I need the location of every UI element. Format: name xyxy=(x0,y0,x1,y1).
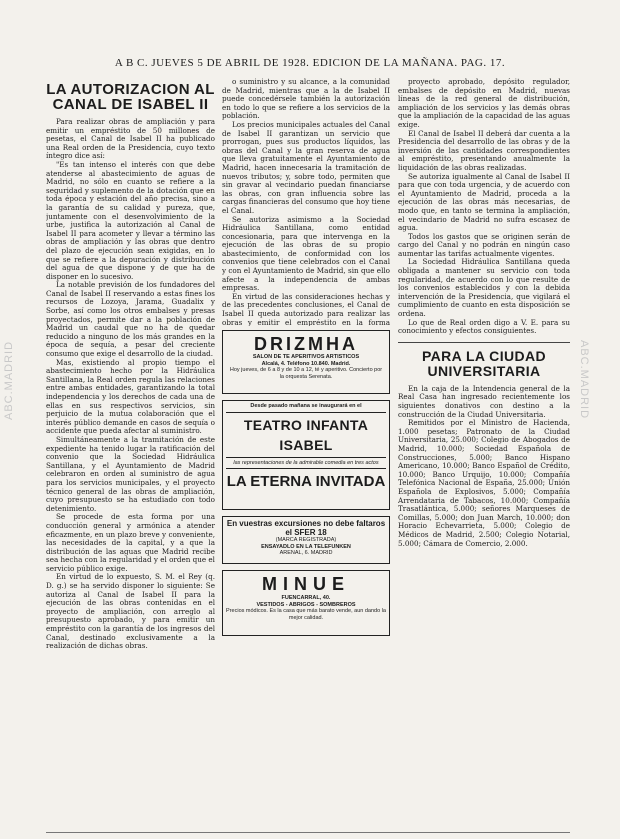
watermark-right: ABC.MADRID xyxy=(578,340,590,420)
column-1 xyxy=(46,78,215,833)
watermark-left: ABC.MADRID xyxy=(3,340,15,420)
ad-top: Desde pasado mañana se inaugurará en el xyxy=(250,403,362,409)
ad-title: MINUE xyxy=(262,574,350,594)
paragraph: En virtud de las consideraciones hechas y de las precedentes conclusiones, el Canal de Isabel II queda autorizado para realizar las obras y emitir el empréstito en la forma xyxy=(222,291,390,326)
headline-line-1: PARA LA CIUDAD xyxy=(421,347,547,364)
ad-line: Alcalá, 4. Teléfono 10.840. Madrid. xyxy=(261,360,351,367)
ad-sfer xyxy=(222,516,390,564)
advertisements xyxy=(222,330,390,642)
ad-middle: las representaciones de la admirable comedia en tres actos xyxy=(233,459,379,466)
ad-subtitle: SALON DE TE APERITIVOS ARTISTICOS xyxy=(252,354,360,360)
ad-drizmha xyxy=(222,330,390,394)
ad-teatro xyxy=(222,400,390,510)
paragraph: El Canal de Isabel II deberá dar cuenta a la Presidencia del desarrollo de las obras y de la inversión de las cantidades correspondientes al empréstito, presentando anualmente la liquidación de las obras realizadas. xyxy=(398,128,570,172)
headline-line-2: CANAL DE ISABEL II xyxy=(52,96,209,113)
ad-address: FUENCARRAL, 40. xyxy=(281,595,331,601)
section-divider xyxy=(398,342,570,343)
paragraph: Se autoriza igualmente al Canal de Isabel II para que con toda urgencia, y de acuerdo con el Ayuntamiento de Madrid, proceda a la ejecución de las obras más necesarias, de modo que, en tanto se termina la ampliación, el vecindario de Madrid no sufra escasez de agua. xyxy=(398,171,570,233)
ad-title: TEATRO INFANTA ISABEL xyxy=(243,416,369,453)
ad-line: ENSAYADLO EN LA TELEFUNKEN xyxy=(261,543,351,550)
paragraph: Mas, existiendo al propio tiempo el abastecimiento hecho por la Hidráulica Santillana, la Real orden regula las relaciones entre ambas entidades, garantizando la total independencia y los derechos de cada una de ellas en sus respectivos servicios, sin perjuicio de la mutua colaboración que el interés público demande en casos de sequía o accidente que pueda afectar al suministro. xyxy=(46,357,215,436)
divider xyxy=(226,468,386,469)
ad-line: (MARCA REGISTRADA) xyxy=(275,537,337,543)
paragraph: o suministro y su alcance, a la comunidad de Madrid, mientras que a la de Isabel II puede concedérsele también la autorización en todo lo que se refiere a los servicios de la población. xyxy=(222,78,390,121)
paragraph: Simultáneamente a la tramitación de este expediente ha tenido lugar la ratificación del convenio que la Sociedad Hidráulica Santillana, y el Ayuntamiento de Madrid celebraron en orden al suministro de agua para los servicios municipales, y el proyecto técnico general de las obras de ampliación, cuyo presupuesto se ha estudiado con todo detenimiento. xyxy=(46,434,215,513)
paragraph: Los precios municipales actuales del Canal de Isabel II garantizan un servicio que prorrogan, pues sus productos líquidos, las obras del Canal y la gran reserva de agua que lleva gratuitamente el Ayuntamiento de Madrid, hacen innecesaria la tramitación de nuevos tributos; y, sobre todo, permiten que sin gravar al vecindario puedan financiarse las obras, con gran influencia sobre las cargas financieras del consumo que hoy tiene el Canal. xyxy=(222,119,390,215)
paragraph: Lo que de Real orden digo a V. E. para su conocimiento y efectos consiguientes. xyxy=(398,317,570,336)
headline-line-2: UNIVERSITARIA xyxy=(427,362,541,379)
paragraph: La Sociedad Hidráulica Santillana queda obligada a mantener su servicio con toda regularidad, de acuerdo con lo que resulte de los convenios establecidos y con la debida intervención de la Presidencia, que vigilará el cumplimiento de cuanto en esta disposición se ordena. xyxy=(398,257,570,319)
ad-title: DRIZMHA xyxy=(254,334,358,354)
ad-line: Precios módicos. Es la casa que más barato vende, aun dando la mejor calidad. xyxy=(226,608,386,621)
paragraph: Para realizar obras de ampliación y para emitir un empréstito de 50 millones de pesetas, el Canal de Isabel II ha publicado una Real orden de la Presidencia, cuyo texto íntegro dice así: xyxy=(46,117,215,161)
paragraph: La notable previsión de los fundadores del Canal de Isabel II reservando a estas fines los recursos de Lozoya, Jarama, Guadalix y Sorbe, así como los otros embalses y presas proyectados, permite dar a la población de Madrid un caudal que no ha de quedar reducido a ninguno de los más grandes en la época de sequía, a pesar del creciente consumo que exige el desarrollo de la ciudad. xyxy=(46,280,215,359)
divider xyxy=(226,457,386,458)
paragraph: Remitidos por el Ministro de Hacienda, 1.000 pesetas; Patronato de la Ciudad Universitaria, 25.000; Colegio de Abogados de Madrid, 10.000; Sociedad Española de Construcciones, 5.000; Banco Hispano Americano, 10.000; Banco Español de Crédito, 10.000; Banco Urquijo, 10.000; Compañía Telefónica Nacional de España, 25.000; Unión Española de Explosivos, 5.000; Compañía Arrendataria de Tabacos, 10.000; Compañía Trasatlántica, 5.000; señores Marqueses de Comillas, 5.000; don Juan March, 10.000; don Horacio Echevarrieta, 5.000; Colegio de Médicos de Madrid, 2.500; Colegio Notarial, 5.000; Cámara de Comercio, 2.000. xyxy=(398,418,570,548)
paragraph: En virtud de lo expuesto, S. M. el Rey (q. D. g.) se ha servido disponer lo siguiente: Se autoriza al Canal de Isabel II para la ejecución de las obras contenidas en el proyecto de ampliación, con arreglo al presupuesto aprobado, y para emitir un empréstito con la garantía de los ingresos del Canal, destinado exclusivamente a la realización de dichas obras. xyxy=(46,572,215,651)
paragraph: "Es tan intenso el interés con que debe atenderse al abastecimiento de aguas de Madrid, no sólo en cuanto se refiere a la seguridad y suplemento de la dotación que en toda época y estación del año precisa, sino a la garantía de su calidad y pureza, que, juntamente con el desenvolvimiento de la urbe, justifica la autorización al Canal de Isabel II para acometer y llevar a término las obras de ampliación y las obras que dentro del plazo de ejecución sean exigidas, en lo que se refiere a la depuración y distribución del agua de que dispone y de que ha de disponer en lo sucesivo. xyxy=(46,159,215,281)
ad-line: ARENAL, 6. MADRID xyxy=(279,550,333,556)
ad-minue xyxy=(222,570,390,636)
headline-line-1: LA AUTORIZACION AL xyxy=(46,81,215,98)
ad-line: En vuestras excursiones no debe faltaros el SFER 18 xyxy=(226,519,386,537)
paragraph: Se autoriza asimismo a la Sociedad Hidráulica Santillana, como entidad concesionaria, para que intervenga en la ejecución de las obras de su propio abastecimiento, de conformidad con los convenios que tiene celebrados con el Canal y con el Ayuntamiento de Madrid, sin que ello afecte a la independencia de ambas empresas. xyxy=(222,214,390,293)
article-headline xyxy=(398,349,570,379)
paragraph: proyecto aprobado, depósito regulador, embalses de depósito en Madrid, nuevas líneas de la red general de distribución, ampliación de los servicios y las demás obras que la ampliación de la capacidad de las aguas exige. xyxy=(398,78,570,129)
paragraph: En la caja de la Intendencia general de la Real Casa han ingresado recientemente los siguientes donativos con destino a la construcción de la Ciudad Universitaria. xyxy=(398,383,570,419)
ad-line: VESTIDOS - ABRIGOS - SOMBREROS xyxy=(256,601,356,608)
ad-line: Hoy jueves, de 6 a 8 y de 10 a 12, té y aperitivo. Concierto por la orquesta Serenata. xyxy=(229,367,383,380)
divider xyxy=(226,412,386,413)
footer-rule xyxy=(46,832,570,833)
paragraph: Todos los gastos que se originen serán de cargo del Canal y no podrán en ningún caso aumentar las tarifas actualmente vigentes. xyxy=(398,231,570,258)
column-2 xyxy=(222,78,390,326)
page-header: A B C. JUEVES 5 DE ABRIL DE 1928. EDICION DE LA MAÑANA. PAG. 17. xyxy=(114,57,506,69)
ad-title-2: LA ETERNA INVITADA xyxy=(226,473,386,490)
paragraph: Se procede de esta forma por una conducción general y armónica a atender eficazmente, en un plazo breve y conveniente, las necesidades de la capital, y a que la distribución de las aguas que Madrid recibe sea hecha con la regularidad y el orden que el servicio público exige. xyxy=(46,512,215,573)
article-headline xyxy=(46,82,215,112)
column-3 xyxy=(398,78,570,833)
